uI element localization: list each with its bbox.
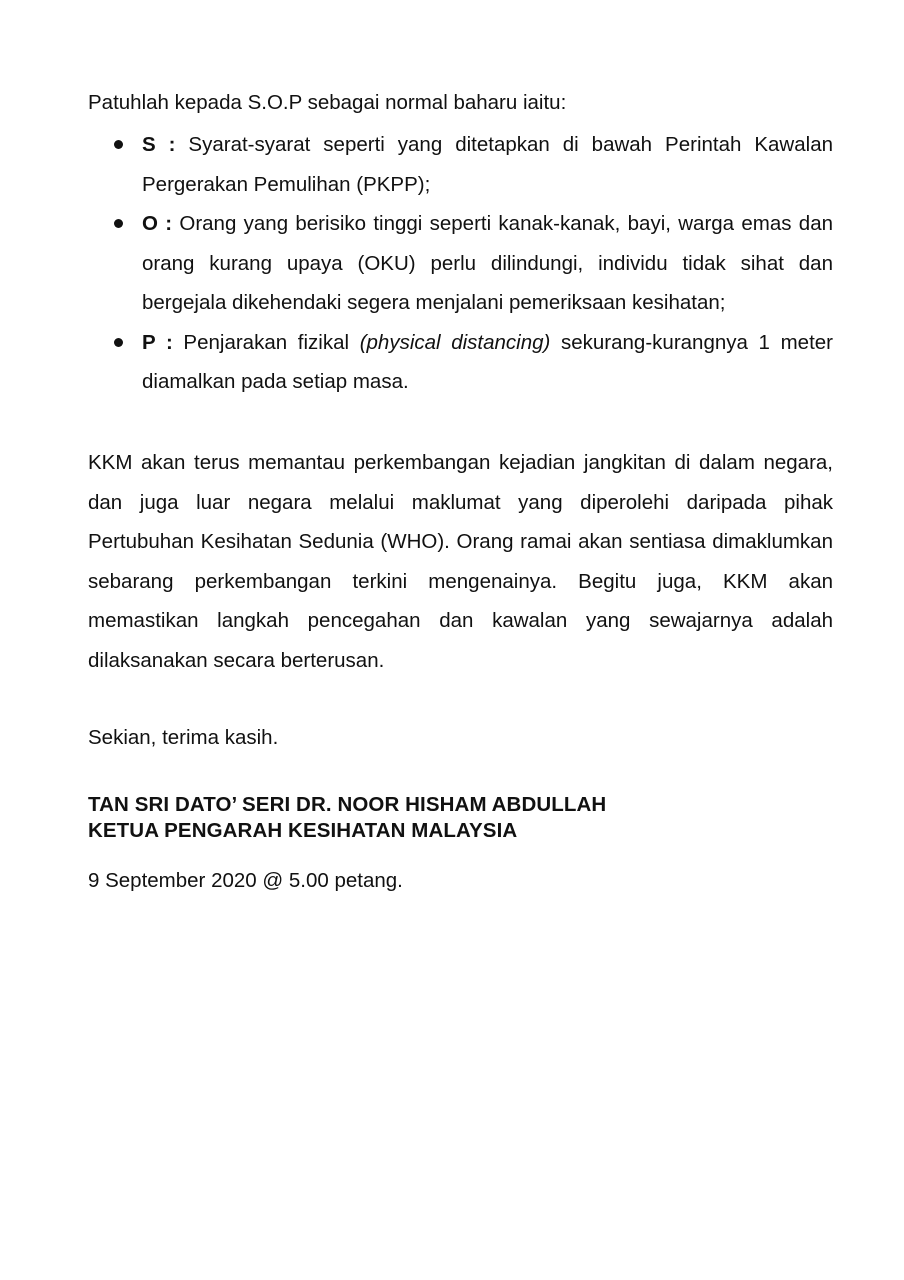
signatory-title: KETUA PENGARAH KESIHATAN MALAYSIA — [88, 819, 518, 842]
sop-text-before: Penjarakan fizikal — [172, 330, 360, 354]
bullet-icon — [114, 219, 123, 228]
date-text: 9 September 2020 @ 5.00 petang. — [88, 869, 403, 892]
sop-letter: O : — [142, 212, 173, 235]
signature-block — [88, 792, 606, 844]
sop-text: Syarat-syarat seperti yang ditetapkan di bawah Perintah Kawalan Pergerakan Pemulihan (PKPP); — [142, 133, 833, 196]
sop-text-after: sekurang-kurangnya 1 meter diamalkan pada setiap masa. — [142, 330, 833, 393]
signatory-name: TAN SRI DATO’ SERI DR. NOOR HISHAM ABDULLAH — [88, 793, 607, 816]
bullet-icon — [114, 338, 123, 347]
sop-item-p — [88, 323, 833, 402]
sop-item-o — [88, 204, 833, 323]
intro-text: Patuhlah kepada S.O.P sebagai normal baharu iaitu: — [88, 91, 567, 114]
sop-letter: P : — [142, 330, 173, 354]
sop-text-italic: (physical distancing) — [359, 330, 551, 354]
closing-text: Sekian, terima kasih. — [88, 726, 279, 749]
sop-item-s — [88, 125, 833, 204]
bullet-icon — [114, 140, 123, 149]
sop-list — [88, 125, 833, 402]
kkm-paragraph: KKM akan terus memantau perkembangan kejadian jangkitan di dalam negara, dan juga luar negara melalui maklumat yang diperolehi daripada pihak Pertubuhan Kesihatan Sedunia (WHO). Orang ramai akan sentiasa dimaklumkan sebarang perkembangan terkini mengenainya. Begitu juga, KKM akan memastikan langkah pencegahan dan kawalan yang sewajarnya adalah dilaksanakan secara berterusan. — [88, 451, 833, 672]
sop-text: Orang yang berisiko tinggi seperti kanak-kanak, bayi, warga emas dan orang kurang upaya (OKU) perlu dilindungi, individu tidak sihat dan bergejala dikehendaki segera menjalani pemeriksaan kesihatan; — [142, 212, 834, 314]
sop-letter: S : — [142, 133, 176, 156]
